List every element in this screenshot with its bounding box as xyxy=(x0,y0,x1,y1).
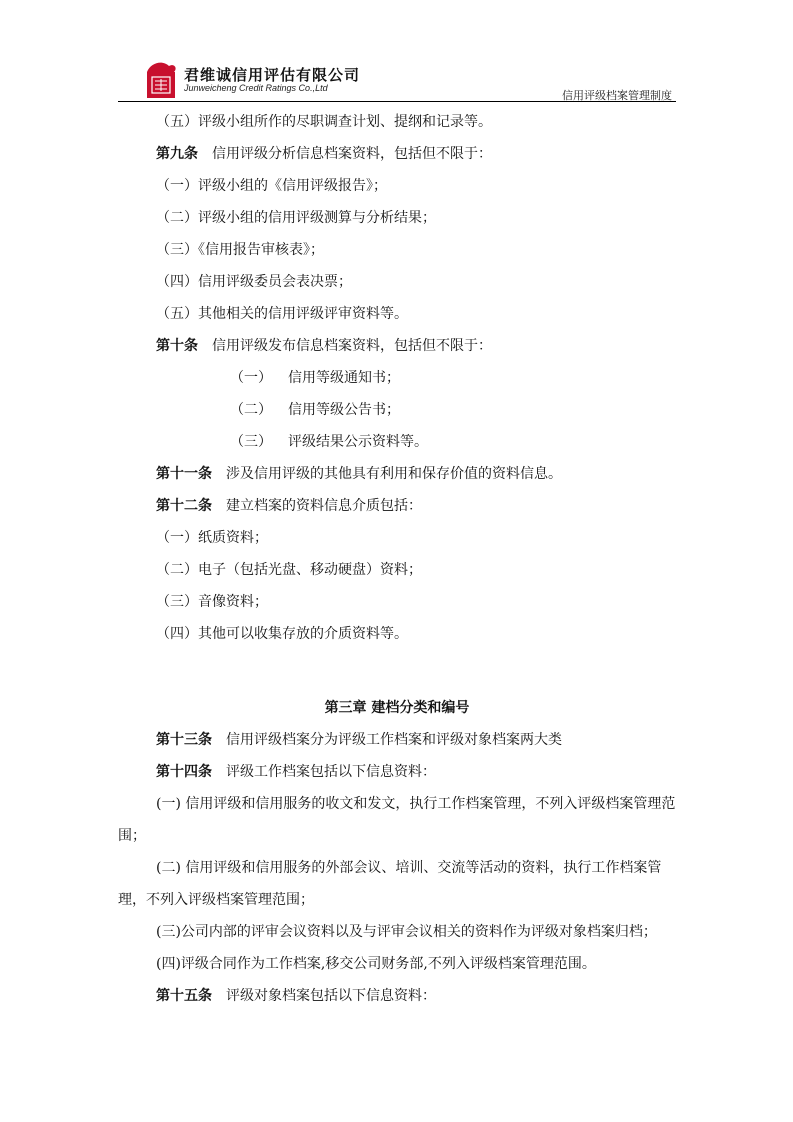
list-text: 评级结果公示资料等。 xyxy=(288,434,428,450)
company-logo-icon xyxy=(143,60,179,100)
list-item: （五）评级小组所作的尽职调查计划、提纲和记录等。 xyxy=(156,114,492,130)
paragraph: (二) 信用评级和信用服务的外部会议、培训、交流等活动的资料，执行工作档案管理，不列入评级档案管理范围； xyxy=(118,860,662,908)
list-number: （一） xyxy=(230,370,272,386)
list-item xyxy=(118,426,676,458)
article-text: 信用评级分析信息档案资料，包括但不限于： xyxy=(212,146,492,162)
list-text: 信用等级通知书； xyxy=(288,370,400,386)
list-item xyxy=(118,362,676,394)
list-number: （二） xyxy=(230,402,272,418)
article-14 xyxy=(118,756,676,788)
company-name-cn: 君维诚信用评估有限公司 xyxy=(184,66,361,84)
list-item: （二）评级小组的信用评级测算与分析结果； xyxy=(156,210,436,226)
list-item: （二）电子（包括光盘、移动硬盘）资料； xyxy=(156,562,422,578)
paragraph: (三)公司内部的评审会议资料以及与评审会议相关的资料作为评级对象档案归档； xyxy=(156,924,657,940)
list-item: （三）音像资料； xyxy=(156,594,268,610)
article-label: 第十条 xyxy=(156,338,198,354)
list-item: （五）其他相关的信用评级评审资料等。 xyxy=(156,306,408,322)
list-item: （一）纸质资料； xyxy=(156,530,268,546)
document-title: 信用评级档案管理制度 xyxy=(562,89,672,102)
paragraph: (一) 信用评级和信用服务的收文和发文，执行工作档案管理，不列入评级档案管理范围； xyxy=(118,796,676,844)
article-label: 第九条 xyxy=(156,146,198,162)
list-item: （一）评级小组的《信用评级报告》； xyxy=(156,178,387,194)
article-label: 第十二条 xyxy=(156,498,212,514)
list-item: （三）《信用报告审核表》； xyxy=(156,242,324,258)
article-text: 评级工作档案包括以下信息资料： xyxy=(226,764,436,780)
article-12 xyxy=(118,490,676,522)
article-label: 第十四条 xyxy=(156,764,212,780)
article-label: 第十一条 xyxy=(156,466,212,482)
article-11 xyxy=(118,458,676,490)
chapter-heading: 第三章 建档分类和编号 xyxy=(324,700,470,716)
document-body xyxy=(118,106,676,1012)
company-name-en: Junweicheng Credit Ratings Co.,Ltd xyxy=(184,83,328,93)
article-text: 建立档案的资料信息介质包括： xyxy=(226,498,422,514)
article-9 xyxy=(118,138,676,170)
list-item xyxy=(118,394,676,426)
article-13 xyxy=(118,724,676,756)
article-text: 涉及信用评级的其他具有利用和保存价值的资料信息。 xyxy=(226,466,562,482)
list-text: 信用等级公告书； xyxy=(288,402,400,418)
list-item: （四）其他可以收集存放的介质资料等。 xyxy=(156,626,408,642)
list-item: （四）信用评级委员会表决票； xyxy=(156,274,352,290)
article-text: 评级对象档案包括以下信息资料： xyxy=(226,988,436,1004)
article-text: 信用评级发布信息档案资料，包括但不限于： xyxy=(212,338,492,354)
article-15 xyxy=(118,980,676,1012)
article-label: 第十五条 xyxy=(156,988,212,1004)
list-number: （三） xyxy=(230,434,272,450)
header-divider xyxy=(118,101,676,102)
article-10 xyxy=(118,330,676,362)
page-header xyxy=(118,54,676,102)
paragraph: (四)评级合同作为工作档案,移交公司财务部,不列入评级档案管理范围。 xyxy=(156,956,596,972)
article-text: 信用评级档案分为评级工作档案和评级对象档案两大类 xyxy=(226,732,562,748)
article-label: 第十三条 xyxy=(156,732,212,748)
